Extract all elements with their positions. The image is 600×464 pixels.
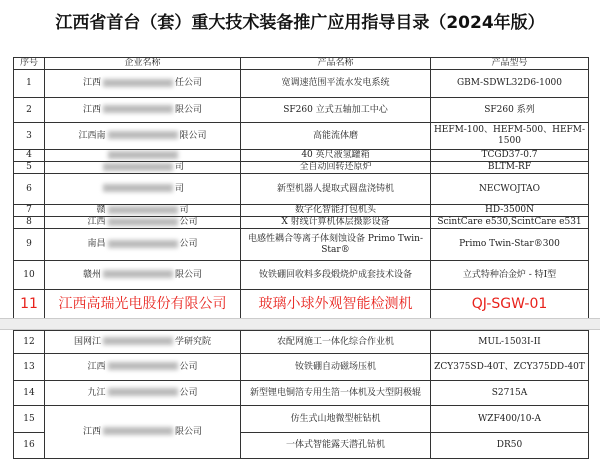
cell-model: ScintCare e530,ScintCare e531 [431, 217, 589, 229]
cell-product: 宽调速范围平流水发电系统 [241, 70, 431, 98]
cell-product: 钕铁硼自动磁场压机 [241, 354, 431, 381]
cell-no: 10 [14, 261, 45, 290]
table-row [14, 381, 589, 406]
cell-no: 12 [14, 331, 45, 354]
redacted-blur [108, 206, 178, 214]
redacted-blur [103, 163, 173, 171]
cell-company [45, 205, 241, 217]
cell-company [45, 229, 241, 261]
redacted-blur [108, 240, 178, 248]
cell-company [45, 150, 241, 162]
company-suffix: 限公司 [175, 269, 203, 280]
cell-no: 6 [14, 174, 45, 205]
cell-model: HD-3500N [431, 205, 589, 217]
table-row [14, 331, 589, 354]
company-prefix: 江西 [87, 217, 106, 227]
company-suffix: 司 [174, 162, 184, 172]
cell-product: SF260 立式五轴加工中心 [241, 98, 431, 123]
header-product: 产品名称 [241, 58, 431, 70]
cell-company [45, 217, 241, 229]
cell-product: 钕铁硼回收料多段煅烧炉成套技术设备 [241, 261, 431, 290]
cell-product: 新型锂电铜箔专用生箔一体机及大型阴极辊 [241, 381, 431, 406]
redacted-blur [103, 79, 173, 87]
catalog-table-part1 [13, 57, 589, 320]
table-row [14, 217, 589, 229]
company-prefix: 赣州 [82, 269, 101, 280]
company-prefix: 九江 [87, 387, 106, 398]
company-suffix: 任公司 [175, 78, 203, 88]
cell-model: HEFM-100、HEFM-500、HEFM-1500 [431, 123, 589, 150]
cell-company [45, 123, 241, 150]
table-row [14, 229, 589, 261]
cell-product: X 射线计算机体层摄影设备 [241, 217, 431, 229]
cell-model: TCGD37-0.7 [431, 150, 589, 162]
cell-product: 农配网施工一体化综合作业机 [241, 331, 431, 354]
cell-product: 玻璃小球外观智能检测机 [241, 290, 431, 320]
cell-no: 16 [14, 433, 45, 459]
redacted-blur [103, 337, 173, 345]
company-suffix: 学研究院 [175, 336, 212, 347]
cell-product: 数字化智能打包机头 [241, 205, 431, 217]
cell-company [45, 354, 241, 381]
table-row [14, 261, 589, 290]
cell-model: NECWOJTAO [431, 174, 589, 205]
cell-product: 40 英尺液氢罐箱 [241, 150, 431, 162]
cell-company [45, 406, 241, 459]
cell-model: GBM-SDWL32D6-1000 [431, 70, 589, 98]
cell-model: SF260 系列 [431, 98, 589, 123]
table-row [14, 98, 589, 123]
cell-product: 新型机器人提取式圆盘浇铸机 [241, 174, 431, 205]
cell-company [45, 290, 241, 320]
cell-model: WZF400/10-A [431, 406, 589, 433]
cell-company [45, 162, 241, 174]
company-suffix: 司 [179, 205, 189, 215]
cell-no: 4 [14, 150, 45, 162]
redacted-blur [108, 362, 178, 370]
cell-no: 13 [14, 354, 45, 381]
table-row [14, 70, 589, 98]
cell-no: 1 [14, 70, 45, 98]
table-header [14, 58, 589, 70]
company-prefix: 南昌 [87, 239, 106, 249]
cell-product: 高能流体磨 [241, 123, 431, 150]
redacted-blur [108, 218, 178, 226]
cell-no: 2 [14, 98, 45, 123]
cell-no: 14 [14, 381, 45, 406]
cell-product: 电感性耦合等离子体刻蚀设备 Primo Twin-Star® [241, 229, 431, 261]
cell-no: 3 [14, 123, 45, 150]
cell-model: ZCY375SD-40T、ZCY375DD-40T [431, 354, 589, 381]
cell-model: DR50 [431, 433, 589, 459]
redacted-blur [103, 184, 173, 192]
cell-company [45, 261, 241, 290]
cell-company [45, 331, 241, 354]
cell-model: 立式特种冶金炉 - 特Ⅰ型 [431, 261, 589, 290]
page-break [0, 318, 600, 330]
table-row [14, 406, 589, 433]
header-company: 企业名称 [45, 58, 241, 70]
redacted-blur [108, 151, 178, 159]
company-prefix: 江西 [82, 104, 101, 115]
redacted-blur [103, 105, 173, 113]
cell-no: 9 [14, 229, 45, 261]
company-prefix: 赣 [96, 205, 106, 215]
table-row [14, 150, 589, 162]
header-no: 序号 [14, 58, 45, 70]
cell-no: 15 [14, 406, 45, 433]
cell-company [45, 174, 241, 205]
cell-model: MUL-1503I-II [431, 331, 589, 354]
company-prefix: 江西 [87, 361, 106, 372]
page-title: 江西省首台（套）重大技术装备推广应用指导目录（2024年版） [55, 13, 545, 33]
company-prefix: 江西 [82, 78, 101, 88]
company-prefix: 江西高瑞光电股份有限公司 [58, 296, 227, 312]
company-suffix: 限公司 [179, 130, 207, 141]
table-row [14, 354, 589, 381]
cell-product: 一体式智能露天潜孔钻机 [241, 433, 431, 459]
cell-company [45, 98, 241, 123]
cell-model: Primo Twin-Star®300 [431, 229, 589, 261]
cell-company [45, 70, 241, 98]
cell-product: 全自动回转还原炉 [241, 162, 431, 174]
redacted-blur [108, 388, 178, 396]
cell-model: BLTM-RF [431, 162, 589, 174]
company-suffix: 公司 [179, 239, 198, 249]
company-suffix: 公司 [179, 361, 198, 372]
company-prefix: 江西南 [78, 130, 106, 141]
table-row [14, 205, 589, 217]
cell-no: 7 [14, 205, 45, 217]
cell-model: S2715A [431, 381, 589, 406]
catalog-table-part2 [13, 330, 589, 459]
table-row [14, 162, 589, 174]
redacted-blur [108, 131, 178, 139]
cell-product: 仿生式山地微型桩钻机 [241, 406, 431, 433]
table-row [14, 174, 589, 205]
cell-no: 5 [14, 162, 45, 174]
table-row [14, 290, 589, 320]
company-suffix: 限公司 [175, 426, 203, 437]
redacted-blur [103, 270, 173, 278]
cell-model: QJ-SGW-01 [431, 290, 589, 320]
company-prefix: 国网江 [73, 336, 101, 347]
company-suffix: 公司 [179, 217, 198, 227]
redacted-blur [103, 427, 173, 435]
cell-no: 11 [14, 290, 45, 320]
company-suffix: 公司 [179, 387, 198, 398]
table-row [14, 123, 589, 150]
company-suffix: 司 [174, 183, 184, 194]
cell-no: 8 [14, 217, 45, 229]
header-model: 产品型号 [431, 58, 589, 70]
company-suffix: 限公司 [175, 104, 203, 115]
company-prefix: 江西 [82, 426, 101, 437]
cell-company [45, 381, 241, 406]
